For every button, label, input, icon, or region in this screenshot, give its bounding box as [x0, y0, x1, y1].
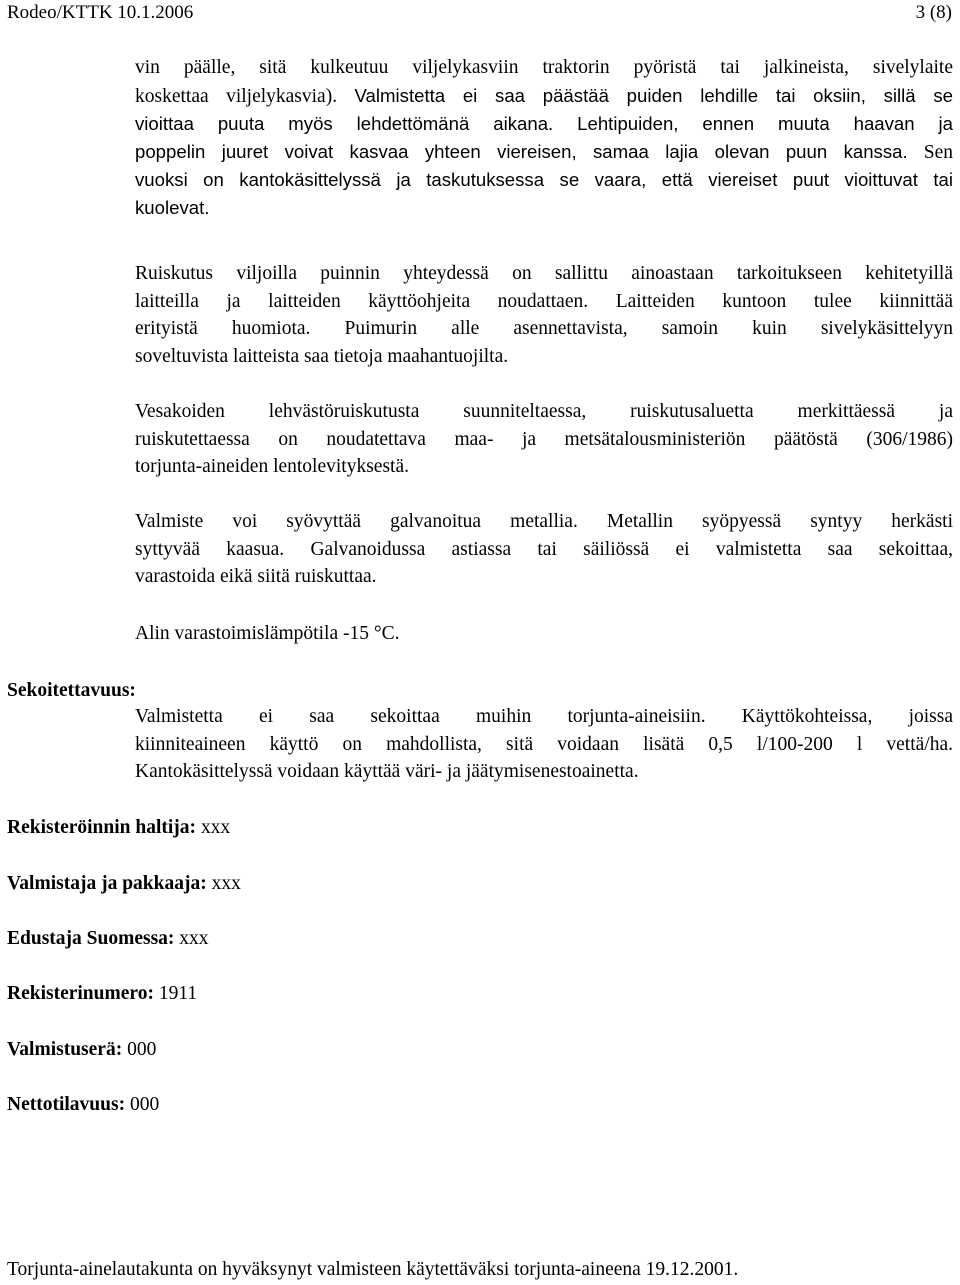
text-line: Ruiskutus viljoilla puinnin yhteydessä on sallittu ainoastaan tarkoitukseen kehitetyillä [135, 263, 953, 284]
text-line: Valmistetta ei saa sekoittaa muihin torjunta-aineisiin. Käyttökohteissa, joissa [135, 706, 953, 727]
text-line: poppelin juuret voivat kasvaa yhteen viereisen, samaa lajia olevan puun kanssa. Sen [135, 140, 953, 163]
text-line: Alin varastoimislämpötila -15 °C. [135, 623, 400, 644]
text-line: koskettaa viljelykasvia). Valmistetta ei saa päästää puiden lehdille tai oksiin, sillä se [135, 84, 954, 107]
info-net-volume: Nettotilavuus: 000 [7, 1094, 160, 1115]
paragraph-tree-damage [135, 54, 953, 221]
text-line: torjunta-aineiden lentolevityksestä. [135, 456, 409, 477]
text-line: kuolevat. [135, 196, 210, 218]
text-line: kiinniteaineen käyttö on mahdollista, sitä voidaan lisätä 0,5 l/100-200 l vettä/ha. [135, 733, 953, 755]
info-representative: Edustaja Suomessa: xxx [7, 928, 209, 949]
paragraph-sekoitettavuus [135, 703, 953, 786]
info-manufacturer: Valmistaja ja pakkaaja: xxx [7, 873, 241, 894]
paragraph-brush-spraying [135, 398, 953, 481]
text-line: erityistä huomiota. Puimurin alle asennettavista, samoin kuin sivelykäsittelyyn [135, 318, 953, 339]
text-line: Valmiste voi syövyttää galvanoitua metallia. Metallin syöpyessä syntyy herkästi [135, 511, 953, 532]
header-page-number: 3 (8) [915, 2, 952, 23]
text-line: Kantokäsittelyssä voidaan käyttää väri- ja jäätymisenestoainetta. [135, 761, 639, 782]
paragraph-corrosion [135, 508, 953, 591]
text-line: Vesakoiden lehvästöruiskutusta suunniteltaessa, ruiskutusaluetta merkittäessä ja [135, 401, 953, 422]
text-line: vioittaa puuta myös lehdettömänä aikana. Lehtipuiden, ennen muuta haavan ja [135, 113, 954, 134]
text-line: syttyvää kaasua. Galvanoidussa astiassa tai säiliössä ei valmistetta saa sekoittaa, [135, 538, 953, 560]
header-document-id: Rodeo/KTTK 10.1.2006 [7, 2, 194, 23]
text-line: soveltuvista laitteista saa tietoja maahantuojilta. [135, 345, 509, 367]
text-line: vin päälle, sitä kulkeutuu viljelykasviin traktorin pyöristä tai jalkineista, sivelylaite [135, 57, 953, 78]
text-line: ruiskutettaessa on noudatettava maa- ja metsätalousministeriön päätöstä (306/1986) [135, 428, 953, 450]
section-label-sekoitettavuus: Sekoitettavuus: [7, 680, 136, 701]
text-line: laitteilla ja laitteiden käyttöohjeita noudattaen. Laitteiden kuntoon tulee kiinnittää [135, 290, 953, 312]
info-registration-number: Rekisterinumero: 1911 [7, 983, 198, 1004]
paragraph-harvest-spraying [135, 260, 953, 370]
text-line: vuoksi on kantokäsittelyssä ja taskutuksessa se vaara, että viereiset puut vioittuvat tai [135, 169, 953, 190]
footer-approval: Torjunta-ainelautakunta on hyväksynyt valmisteen käytettäväksi torjunta-aineena 19.12.2001. [7, 1259, 739, 1280]
info-registration-holder: Rekisteröinnin haltija: xxx [7, 817, 231, 838]
text-line: varastoida eikä siitä ruiskuttaa. [135, 566, 377, 587]
info-batch: Valmistuserä: 000 [7, 1039, 157, 1060]
paragraph-storage-temperature [135, 620, 953, 648]
